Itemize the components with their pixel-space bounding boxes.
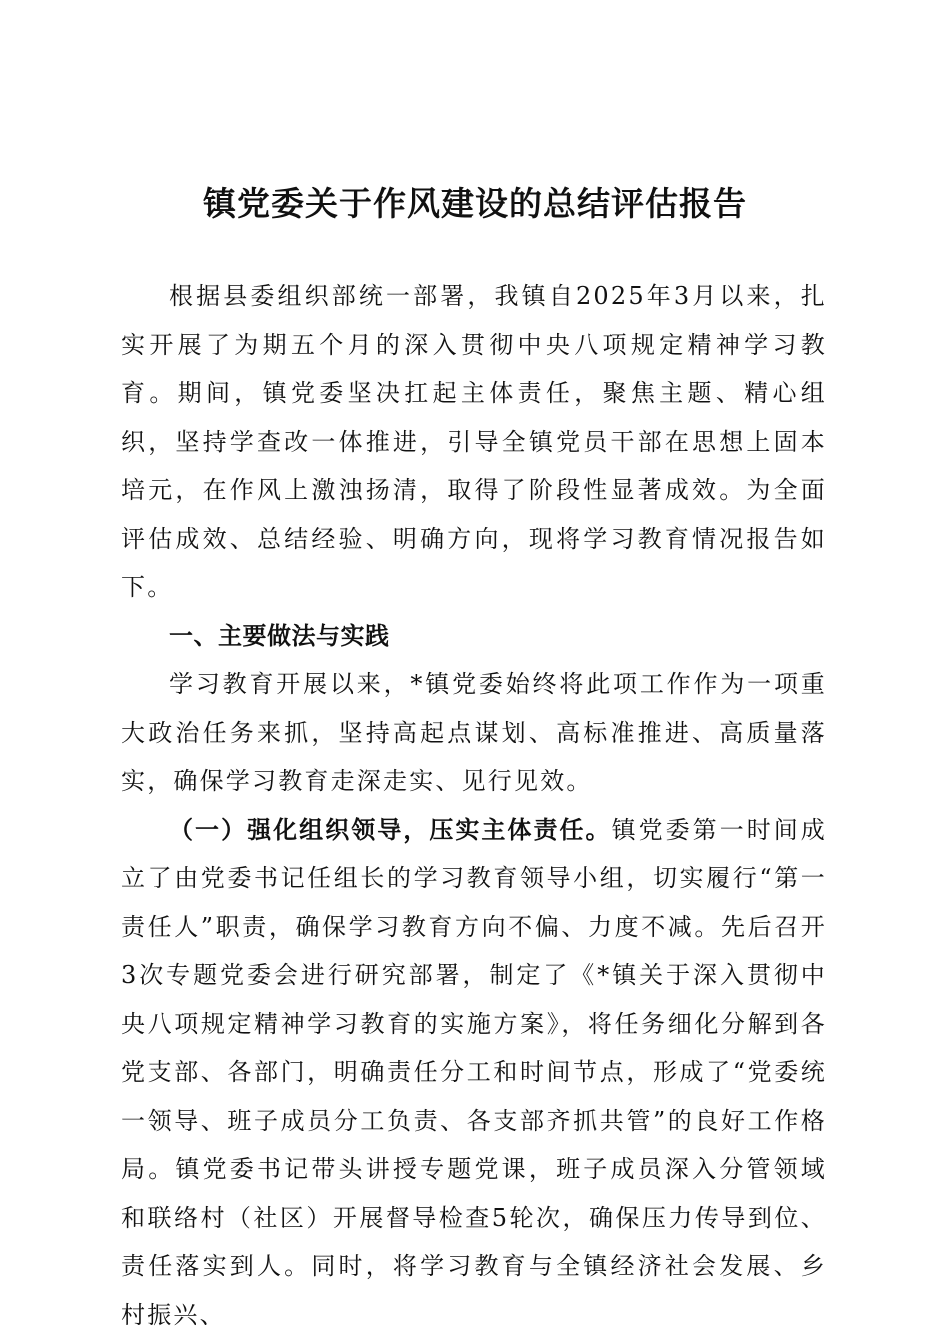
document-body — [121, 272, 827, 1339]
subsection-heading: （一）强化组织领导，压实主体责任。 — [169, 815, 612, 844]
intro-paragraph: 根据县委组织部统一部署，我镇自2025年3月以来，扎实开展了为期五个月的深入贯彻中央八项规定精神学习教育。期间，镇党委坚决扛起主体责任，聚焦主题、精心组织，坚持学查改一体推进，引导全镇党员干部在思想上固本培元，在作风上激浊扬清，取得了阶段性显著成效。为全面评估成效、总结经验、明确方向，现将学习教育情况报告如下。 — [121, 282, 827, 601]
document-title: 镇党委关于作风建设的总结评估报告 — [203, 184, 747, 223]
subsection-text: 镇党委第一时间成立了由党委书记任组长的学习教育领导小组，切实履行“第一责任人”职责，确保学习教育方向不偏、力度不减。先后召开3次专题党委会进行研究部署，制定了《*镇关于深入贯彻中央八项规定精神学习教育的实施方案》，将任务细化分解到各党支部、各部门，明确责任分工和时间节点，形成了“党委统一领导、班子成员分工负责、各支部齐抓共管”的良好工作格局。镇党委书记带头讲授专题党课，班子成员深入分管领域和联络村（社区）开展督导检查5轮次，确保压力传导到位、责任落实到人。同时，将学习教育与全镇经济社会发展、乡村振兴、 — [121, 815, 827, 1329]
section-heading: 一、主要做法与实践 — [169, 621, 390, 650]
section-intro-paragraph: 学习教育开展以来，*镇党委始终将此项工作作为一项重大政治任务来抓，坚持高起点谋划、高标准推进、高质量落实，确保学习教育走深走实、见行见效。 — [121, 670, 827, 795]
subsection-paragraph — [121, 806, 827, 1340]
